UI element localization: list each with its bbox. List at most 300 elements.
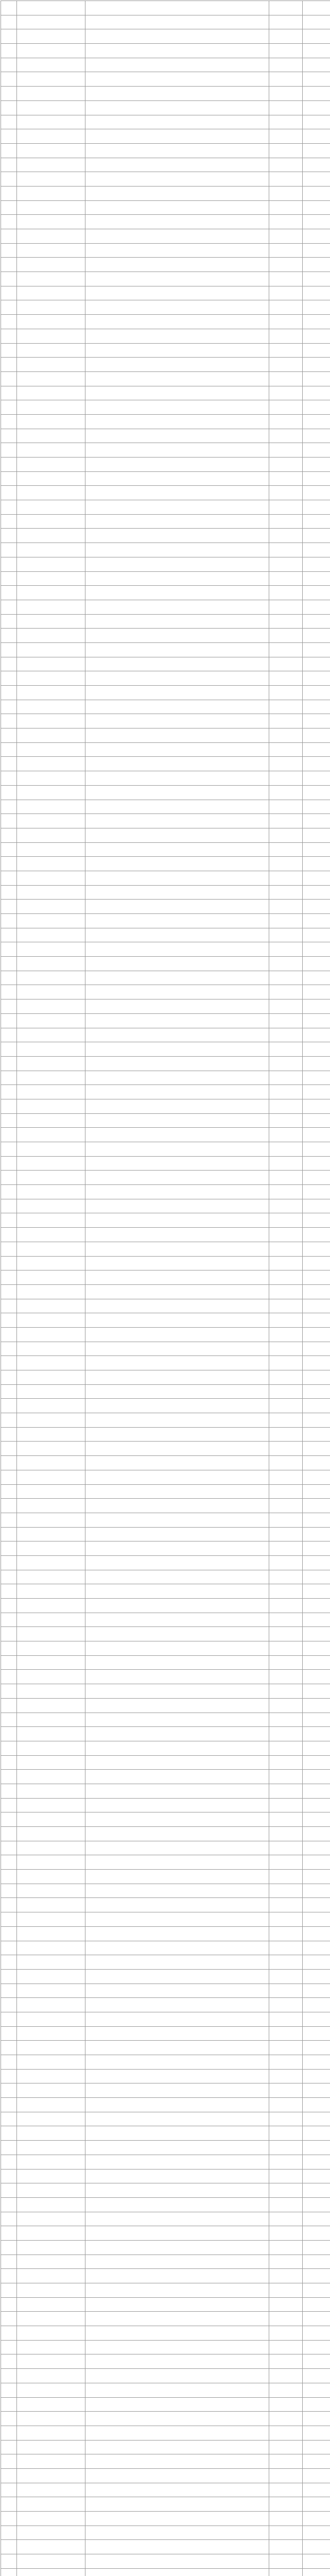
table-cell-col1 xyxy=(1,358,17,372)
table-cell-col2 xyxy=(17,443,85,457)
table-cell-col4 xyxy=(269,2041,303,2055)
table-row xyxy=(1,1,330,15)
table-cell-col2 xyxy=(17,842,85,857)
table-cell-col5 xyxy=(303,2568,330,2576)
table-cell-col2 xyxy=(17,1627,85,1641)
table-cell-col4 xyxy=(269,1884,303,1898)
table-cell-col4 xyxy=(269,443,303,457)
table-cell-col2 xyxy=(17,1798,85,1812)
table-cell-col1 xyxy=(1,600,17,614)
table-cell-col4 xyxy=(269,272,303,286)
table-cell-col3 xyxy=(85,1884,269,1898)
table-cell-col5 xyxy=(303,1670,330,1684)
table-cell-col2 xyxy=(17,258,85,272)
table-cell-col4 xyxy=(269,2512,303,2526)
table-cell-col4 xyxy=(269,1085,303,1099)
table-cell-col1 xyxy=(1,1313,17,1328)
table-cell-col2 xyxy=(17,1099,85,1113)
table-cell-col5 xyxy=(303,215,330,229)
table-cell-col3 xyxy=(85,1812,269,1827)
table-cell-col5 xyxy=(303,1056,330,1071)
table-cell-col3 xyxy=(85,2512,269,2526)
table-cell-col5 xyxy=(303,258,330,272)
table-cell-col1 xyxy=(1,329,17,343)
table-cell-col5 xyxy=(303,1555,330,1570)
table-cell-col3 xyxy=(85,728,269,743)
table-cell-col1 xyxy=(1,714,17,728)
table-cell-col3 xyxy=(85,2554,269,2569)
table-cell-col3 xyxy=(85,828,269,842)
table-cell-col4 xyxy=(269,229,303,244)
table-cell-col5 xyxy=(303,1199,330,1213)
table-cell-col4 xyxy=(269,1499,303,1513)
table-cell-col4 xyxy=(269,1427,303,1442)
table-row xyxy=(1,143,330,158)
table-cell-col5 xyxy=(303,1855,330,1870)
table-row xyxy=(1,1998,330,2012)
table-row xyxy=(1,999,330,1014)
table-cell-col5 xyxy=(303,2026,330,2041)
table-cell-col3 xyxy=(85,2112,269,2126)
table-cell-col1 xyxy=(1,1427,17,1442)
table-cell-col2 xyxy=(17,158,85,172)
table-cell-col1 xyxy=(1,115,17,129)
table-cell-col2 xyxy=(17,2426,85,2440)
table-cell-col5 xyxy=(303,2412,330,2426)
table-cell-col4 xyxy=(269,928,303,942)
table-row xyxy=(1,1541,330,1556)
table-row xyxy=(1,2412,330,2426)
table-row xyxy=(1,1613,330,1627)
table-cell-col1 xyxy=(1,1770,17,1784)
table-cell-col1 xyxy=(1,1713,17,1727)
table-cell-col4 xyxy=(269,1142,303,1157)
table-cell-col3 xyxy=(85,471,269,486)
table-row xyxy=(1,1427,330,1442)
table-cell-col2 xyxy=(17,1784,85,1798)
table-cell-col5 xyxy=(303,900,330,914)
table-row xyxy=(1,1698,330,1713)
table-cell-col4 xyxy=(269,1941,303,1955)
table-cell-col2 xyxy=(17,871,85,885)
table-cell-col1 xyxy=(1,1228,17,1242)
table-cell-col5 xyxy=(303,1570,330,1584)
table-cell-col5 xyxy=(303,1470,330,1484)
table-cell-col5 xyxy=(303,1926,330,1941)
table-cell-col4 xyxy=(269,700,303,714)
table-cell-col2 xyxy=(17,1870,85,1884)
table-cell-col5 xyxy=(303,671,330,686)
table-cell-col4 xyxy=(269,2312,303,2326)
table-row xyxy=(1,914,330,928)
table-cell-col2 xyxy=(17,186,85,200)
table-cell-col1 xyxy=(1,1484,17,1499)
table-cell-col5 xyxy=(303,2269,330,2283)
table-row xyxy=(1,957,330,971)
table-cell-col4 xyxy=(269,828,303,842)
table-cell-col3 xyxy=(85,1926,269,1941)
table-row xyxy=(1,2568,330,2576)
table-cell-col5 xyxy=(303,600,330,614)
table-cell-col1 xyxy=(1,1870,17,1884)
table-row xyxy=(1,1584,330,1599)
table-cell-col4 xyxy=(269,15,303,29)
table-row xyxy=(1,2497,330,2512)
table-cell-col4 xyxy=(269,371,303,386)
table-cell-col5 xyxy=(303,1085,330,1099)
table-cell-col5 xyxy=(303,386,330,400)
table-cell-col3 xyxy=(85,2098,269,2112)
table-cell-col4 xyxy=(269,2554,303,2569)
table-cell-col3 xyxy=(85,814,269,828)
table-row xyxy=(1,286,330,300)
table-cell-col5 xyxy=(303,2554,330,2569)
table-cell-col1 xyxy=(1,586,17,600)
table-cell-col3 xyxy=(85,871,269,885)
table-cell-col1 xyxy=(1,215,17,229)
table-cell-col4 xyxy=(269,2526,303,2540)
table-cell-col5 xyxy=(303,1099,330,1113)
table-row xyxy=(1,115,330,129)
table-cell-col1 xyxy=(1,2340,17,2354)
table-cell-col5 xyxy=(303,999,330,1014)
table-cell-col5 xyxy=(303,2440,330,2454)
table-cell-col4 xyxy=(269,1727,303,1741)
table-cell-col3 xyxy=(85,58,269,72)
table-cell-col3 xyxy=(85,1399,269,1413)
table-cell-col5 xyxy=(303,1513,330,1527)
table-cell-col2 xyxy=(17,2041,85,2055)
table-cell-col5 xyxy=(303,2512,330,2526)
table-cell-col1 xyxy=(1,1641,17,1656)
table-cell-col1 xyxy=(1,1199,17,1213)
table-row xyxy=(1,1599,330,1613)
table-cell-col2 xyxy=(17,1713,85,1727)
table-cell-col3 xyxy=(85,2083,269,2098)
table-cell-col4 xyxy=(269,728,303,743)
table-cell-col1 xyxy=(1,2269,17,2283)
table-cell-col1 xyxy=(1,828,17,842)
table-cell-col1 xyxy=(1,2255,17,2269)
table-cell-col1 xyxy=(1,2026,17,2041)
table-cell-col3 xyxy=(85,258,269,272)
table-cell-col3 xyxy=(85,2369,269,2383)
table-cell-col4 xyxy=(269,600,303,614)
table-row xyxy=(1,1855,330,1870)
table-row xyxy=(1,1413,330,1428)
table-cell-col3 xyxy=(85,2397,269,2412)
table-cell-col3 xyxy=(85,514,269,529)
table-cell-col4 xyxy=(269,657,303,671)
table-cell-col3 xyxy=(85,2026,269,2041)
table-cell-col5 xyxy=(303,714,330,728)
table-cell-col4 xyxy=(269,1356,303,1370)
table-cell-col2 xyxy=(17,2055,85,2070)
table-cell-col1 xyxy=(1,1513,17,1527)
table-cell-col3 xyxy=(85,1,269,15)
table-cell-col2 xyxy=(17,2069,85,2083)
table-cell-col3 xyxy=(85,1698,269,1713)
table-cell-col2 xyxy=(17,1541,85,1556)
table-cell-col3 xyxy=(85,1256,269,1270)
table-cell-col2 xyxy=(17,1342,85,1356)
table-cell-col5 xyxy=(303,2183,330,2198)
table-cell-col4 xyxy=(269,329,303,343)
table-cell-col5 xyxy=(303,2126,330,2141)
table-row xyxy=(1,1085,330,1099)
table-cell-col4 xyxy=(269,1113,303,1128)
table-cell-col1 xyxy=(1,1042,17,1057)
table-cell-col1 xyxy=(1,1698,17,1713)
table-cell-col2 xyxy=(17,1413,85,1428)
table-cell-col2 xyxy=(17,2354,85,2369)
table-cell-col3 xyxy=(85,1641,269,1656)
table-cell-col3 xyxy=(85,2255,269,2269)
table-cell-col1 xyxy=(1,1071,17,1085)
table-cell-col5 xyxy=(303,315,330,329)
table-row xyxy=(1,2312,330,2326)
table-cell-col4 xyxy=(269,1984,303,1998)
table-cell-col1 xyxy=(1,842,17,857)
table-row xyxy=(1,1741,330,1755)
table-cell-col2 xyxy=(17,1299,85,1313)
table-cell-col1 xyxy=(1,300,17,315)
table-row xyxy=(1,2240,330,2255)
table-cell-col5 xyxy=(303,1713,330,1727)
table-cell-col3 xyxy=(85,457,269,472)
table-cell-col1 xyxy=(1,529,17,543)
table-cell-col5 xyxy=(303,2426,330,2440)
table-row xyxy=(1,486,330,500)
table-row xyxy=(1,2069,330,2083)
table-cell-col3 xyxy=(85,757,269,771)
table-cell-col3 xyxy=(85,1128,269,1142)
table-cell-col3 xyxy=(85,1499,269,1513)
table-cell-col3 xyxy=(85,1028,269,1042)
table-cell-col5 xyxy=(303,1299,330,1313)
table-cell-col3 xyxy=(85,414,269,429)
table-cell-col1 xyxy=(1,471,17,486)
table-cell-col1 xyxy=(1,557,17,571)
table-cell-col1 xyxy=(1,971,17,985)
table-cell-col5 xyxy=(303,1156,330,1171)
table-row xyxy=(1,1527,330,1541)
table-cell-col2 xyxy=(17,600,85,614)
table-cell-col1 xyxy=(1,286,17,300)
table-cell-col3 xyxy=(85,1142,269,1157)
table-cell-col4 xyxy=(269,1655,303,1670)
table-cell-col2 xyxy=(17,1185,85,1199)
table-cell-col2 xyxy=(17,2226,85,2241)
table-cell-col4 xyxy=(269,2083,303,2098)
table-cell-col2 xyxy=(17,2155,85,2169)
table-row xyxy=(1,1028,330,1042)
table-cell-col2 xyxy=(17,814,85,828)
table-cell-col2 xyxy=(17,971,85,985)
table-cell-col2 xyxy=(17,1171,85,1185)
table-cell-col4 xyxy=(269,1413,303,1428)
table-cell-col4 xyxy=(269,1713,303,1727)
table-cell-col2 xyxy=(17,2197,85,2212)
table-cell-col3 xyxy=(85,885,269,900)
table-cell-col2 xyxy=(17,2526,85,2540)
table-cell-col3 xyxy=(85,1270,269,1285)
table-cell-col2 xyxy=(17,2112,85,2126)
table-cell-col4 xyxy=(269,2383,303,2397)
table-cell-col1 xyxy=(1,2297,17,2312)
table-cell-col1 xyxy=(1,1727,17,1741)
table-cell-col3 xyxy=(85,2012,269,2026)
table-row xyxy=(1,315,330,329)
table-cell-col1 xyxy=(1,543,17,557)
table-cell-col1 xyxy=(1,2283,17,2298)
table-cell-col1 xyxy=(1,1456,17,1470)
table-cell-col2 xyxy=(17,1941,85,1955)
table-row xyxy=(1,2212,330,2226)
table-cell-col1 xyxy=(1,1099,17,1113)
table-cell-col2 xyxy=(17,999,85,1014)
table-cell-col5 xyxy=(303,1228,330,1242)
table-row xyxy=(1,2098,330,2112)
table-cell-col5 xyxy=(303,1028,330,1042)
table-cell-col4 xyxy=(269,842,303,857)
table-row xyxy=(1,1156,330,1171)
table-cell-col2 xyxy=(17,928,85,942)
table-row xyxy=(1,1113,330,1128)
table-row xyxy=(1,571,330,586)
table-cell-col2 xyxy=(17,757,85,771)
table-cell-col2 xyxy=(17,115,85,129)
table-cell-col3 xyxy=(85,386,269,400)
table-cell-col1 xyxy=(1,1413,17,1428)
table-row xyxy=(1,1755,330,1770)
table-cell-col4 xyxy=(269,386,303,400)
table-row xyxy=(1,1370,330,1385)
table-cell-col5 xyxy=(303,1284,330,1299)
table-cell-col4 xyxy=(269,500,303,515)
table-cell-col5 xyxy=(303,1171,330,1185)
table-cell-col4 xyxy=(269,785,303,800)
table-row xyxy=(1,1513,330,1527)
table-cell-col2 xyxy=(17,1056,85,1071)
table-cell-col1 xyxy=(1,1827,17,1841)
table-cell-col3 xyxy=(85,172,269,187)
table-cell-col1 xyxy=(1,2554,17,2569)
table-cell-col1 xyxy=(1,2098,17,2112)
table-cell-col2 xyxy=(17,272,85,286)
table-cell-col1 xyxy=(1,29,17,44)
table-cell-col1 xyxy=(1,500,17,515)
table-cell-col5 xyxy=(303,1313,330,1328)
table-cell-col3 xyxy=(85,1599,269,1613)
table-cell-col1 xyxy=(1,1527,17,1541)
table-cell-col4 xyxy=(269,1042,303,1057)
table-cell-col1 xyxy=(1,2526,17,2540)
table-cell-col4 xyxy=(269,2255,303,2269)
table-cell-col3 xyxy=(85,486,269,500)
table-row xyxy=(1,2512,330,2526)
table-cell-col1 xyxy=(1,15,17,29)
table-cell-col2 xyxy=(17,942,85,957)
table-row xyxy=(1,800,330,814)
table-cell-col2 xyxy=(17,2340,85,2354)
table-cell-col1 xyxy=(1,1613,17,1627)
table-cell-col5 xyxy=(303,329,330,343)
table-row xyxy=(1,1898,330,1912)
table-cell-col3 xyxy=(85,2055,269,2070)
table-cell-col3 xyxy=(85,2169,269,2183)
table-cell-col1 xyxy=(1,514,17,529)
table-cell-col2 xyxy=(17,371,85,386)
table-cell-col3 xyxy=(85,1855,269,1870)
table-cell-col4 xyxy=(269,1527,303,1541)
table-row xyxy=(1,842,330,857)
table-row xyxy=(1,2255,330,2269)
table-cell-col5 xyxy=(303,1384,330,1399)
table-cell-col4 xyxy=(269,800,303,814)
table-cell-col5 xyxy=(303,2297,330,2312)
table-row xyxy=(1,586,330,600)
table-cell-col3 xyxy=(85,2468,269,2483)
table-cell-col2 xyxy=(17,629,85,643)
table-cell-col3 xyxy=(85,1228,269,1242)
table-cell-col2 xyxy=(17,1356,85,1370)
table-cell-col1 xyxy=(1,1242,17,1256)
table-cell-col3 xyxy=(85,44,269,58)
table-row xyxy=(1,1399,330,1413)
table-cell-col5 xyxy=(303,2041,330,2055)
table-cell-col4 xyxy=(269,414,303,429)
table-cell-col1 xyxy=(1,2055,17,2070)
table-cell-col3 xyxy=(85,771,269,786)
table-cell-col3 xyxy=(85,2440,269,2454)
table-cell-col5 xyxy=(303,1599,330,1613)
table-cell-col1 xyxy=(1,143,17,158)
table-cell-col2 xyxy=(17,1613,85,1627)
table-cell-col2 xyxy=(17,1698,85,1713)
table-row xyxy=(1,1484,330,1499)
table-cell-col3 xyxy=(85,529,269,543)
table-cell-col2 xyxy=(17,2212,85,2226)
table-cell-col3 xyxy=(85,2141,269,2155)
table-cell-col2 xyxy=(17,15,85,29)
table-cell-col5 xyxy=(303,1185,330,1199)
table-row xyxy=(1,1841,330,1855)
table-cell-col5 xyxy=(303,771,330,786)
table-cell-col4 xyxy=(269,1584,303,1599)
table-row xyxy=(1,2383,330,2397)
table-cell-col5 xyxy=(303,1841,330,1855)
table-cell-col4 xyxy=(269,1641,303,1656)
table-cell-col4 xyxy=(269,286,303,300)
table-cell-col2 xyxy=(17,486,85,500)
table-row xyxy=(1,1099,330,1113)
table-cell-col1 xyxy=(1,957,17,971)
table-cell-col4 xyxy=(269,1555,303,1570)
table-cell-col5 xyxy=(303,1984,330,1998)
table-cell-col2 xyxy=(17,557,85,571)
table-cell-col3 xyxy=(85,1313,269,1328)
table-cell-col4 xyxy=(269,900,303,914)
table-cell-col1 xyxy=(1,315,17,329)
table-cell-col4 xyxy=(269,1056,303,1071)
table-row xyxy=(1,885,330,900)
table-cell-col5 xyxy=(303,1684,330,1699)
table-row xyxy=(1,1042,330,1057)
table-row xyxy=(1,2141,330,2155)
table-cell-col5 xyxy=(303,58,330,72)
table-row xyxy=(1,1684,330,1699)
